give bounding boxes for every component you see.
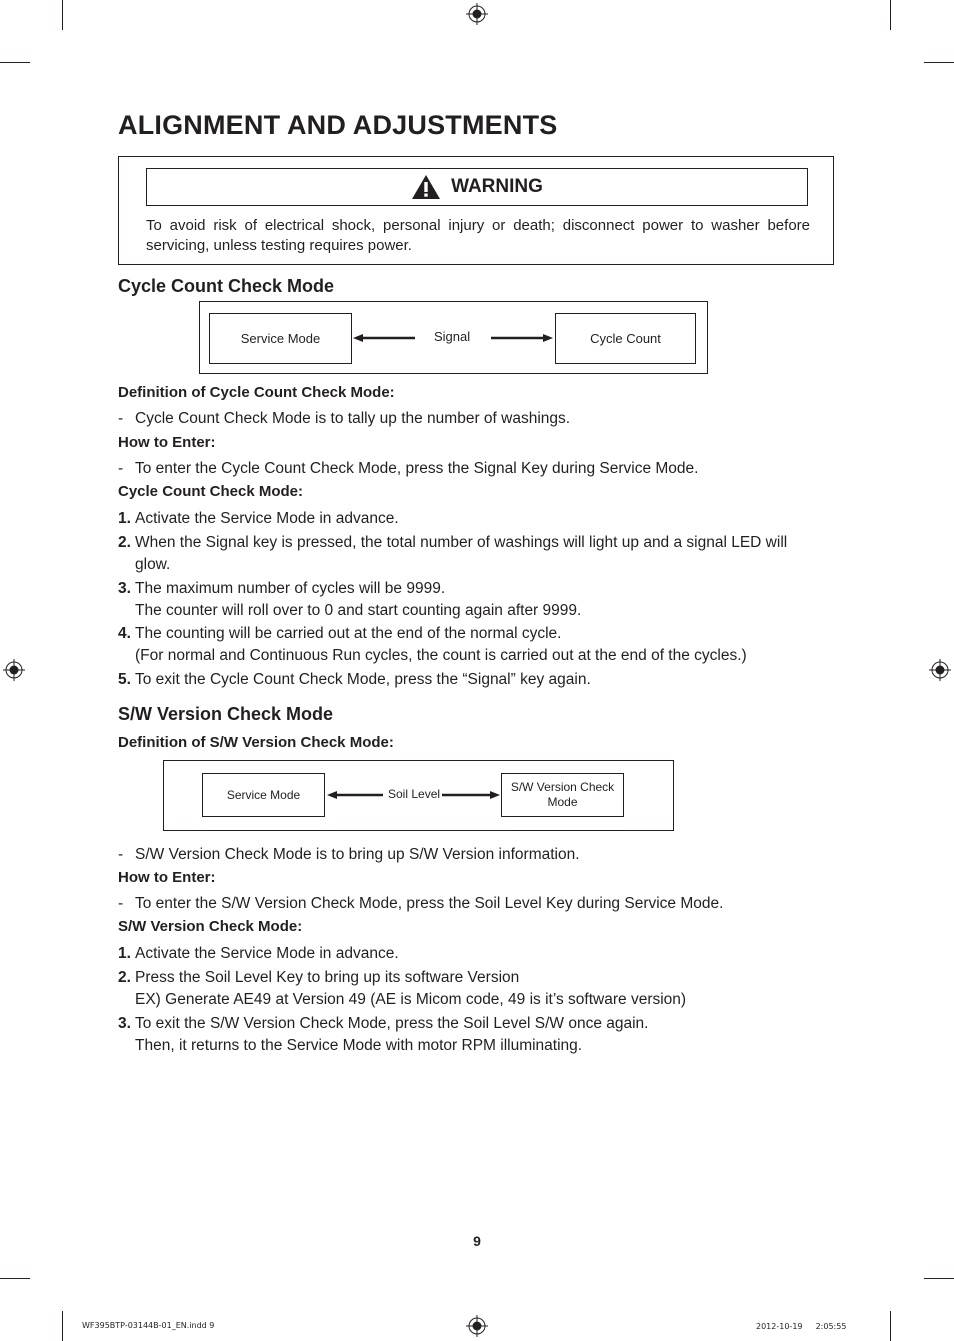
mode-heading: Cycle Count Check Mode: <box>118 483 304 500</box>
footer-date-slug: 2012-10-19 2:05:55 <box>756 1322 847 1331</box>
how-to-enter-heading: How to Enter: <box>118 869 216 886</box>
diagram-box-cycle-count: Cycle Count <box>555 313 696 364</box>
mode-heading: S/W Version Check Mode: <box>118 918 303 935</box>
sw-version-diagram <box>163 760 674 831</box>
how-to-enter-text: To enter the Cycle Count Check Mode, press the Signal Key during Service Mode. <box>135 460 699 477</box>
crop-mark <box>0 62 30 63</box>
diagram-box-service-mode: Service Mode <box>202 773 325 817</box>
warning-header <box>146 168 808 206</box>
page-title: ALIGNMENT AND ADJUSTMENTS <box>118 110 558 140</box>
section-heading-cycle-count: Cycle Count Check Mode <box>118 276 335 296</box>
definition-text: Cycle Count Check Mode is to tally up the number of washings. <box>135 410 571 427</box>
how-to-enter-text: To enter the S/W Version Check Mode, press the Soil Level Key during Service Mode. <box>135 895 724 912</box>
definition-heading: Definition of Cycle Count Check Mode: <box>118 384 395 401</box>
arrow-right-icon <box>442 790 500 800</box>
crop-mark <box>62 1311 63 1341</box>
registration-mark-icon <box>466 1315 488 1337</box>
page-number: 9 <box>473 1233 481 1249</box>
crop-mark <box>890 1311 891 1341</box>
arrow-left-icon <box>353 333 415 343</box>
footer-file-slug: WF395BTP-03144B-01_EN.indd 9 <box>82 1321 215 1330</box>
diagram-label-signal: Signal <box>434 329 471 344</box>
registration-mark-icon <box>929 659 951 681</box>
warning-box <box>118 156 834 265</box>
warning-text: To avoid risk of electrical shock, personal injury or death; disconnect power to washer before servicing, unless testing requires power. <box>146 217 810 254</box>
how-to-enter-heading: How to Enter: <box>118 434 216 451</box>
registration-mark-icon <box>466 3 488 25</box>
definition-heading: Definition of S/W Version Check Mode: <box>118 734 394 751</box>
crop-mark <box>924 62 954 63</box>
arrow-right-icon <box>491 333 553 343</box>
crop-mark <box>62 0 63 30</box>
crop-mark <box>890 0 891 30</box>
cycle-count-diagram <box>199 301 708 374</box>
diagram-box-sw-version: S/W Version Check Mode <box>501 773 624 817</box>
definition-text: S/W Version Check Mode is to bring up S/W Version information. <box>135 846 580 863</box>
registration-mark-icon <box>3 659 25 681</box>
warning-triangle-icon <box>411 174 441 200</box>
diagram-box-service-mode: Service Mode <box>209 313 352 364</box>
diagram-label-soil-level: Soil Level <box>388 787 441 801</box>
crop-mark <box>0 1278 30 1279</box>
arrow-left-icon <box>327 790 383 800</box>
crop-mark <box>924 1278 954 1279</box>
section-heading-sw-version: S/W Version Check Mode <box>118 704 334 724</box>
warning-label: WARNING <box>451 176 543 197</box>
